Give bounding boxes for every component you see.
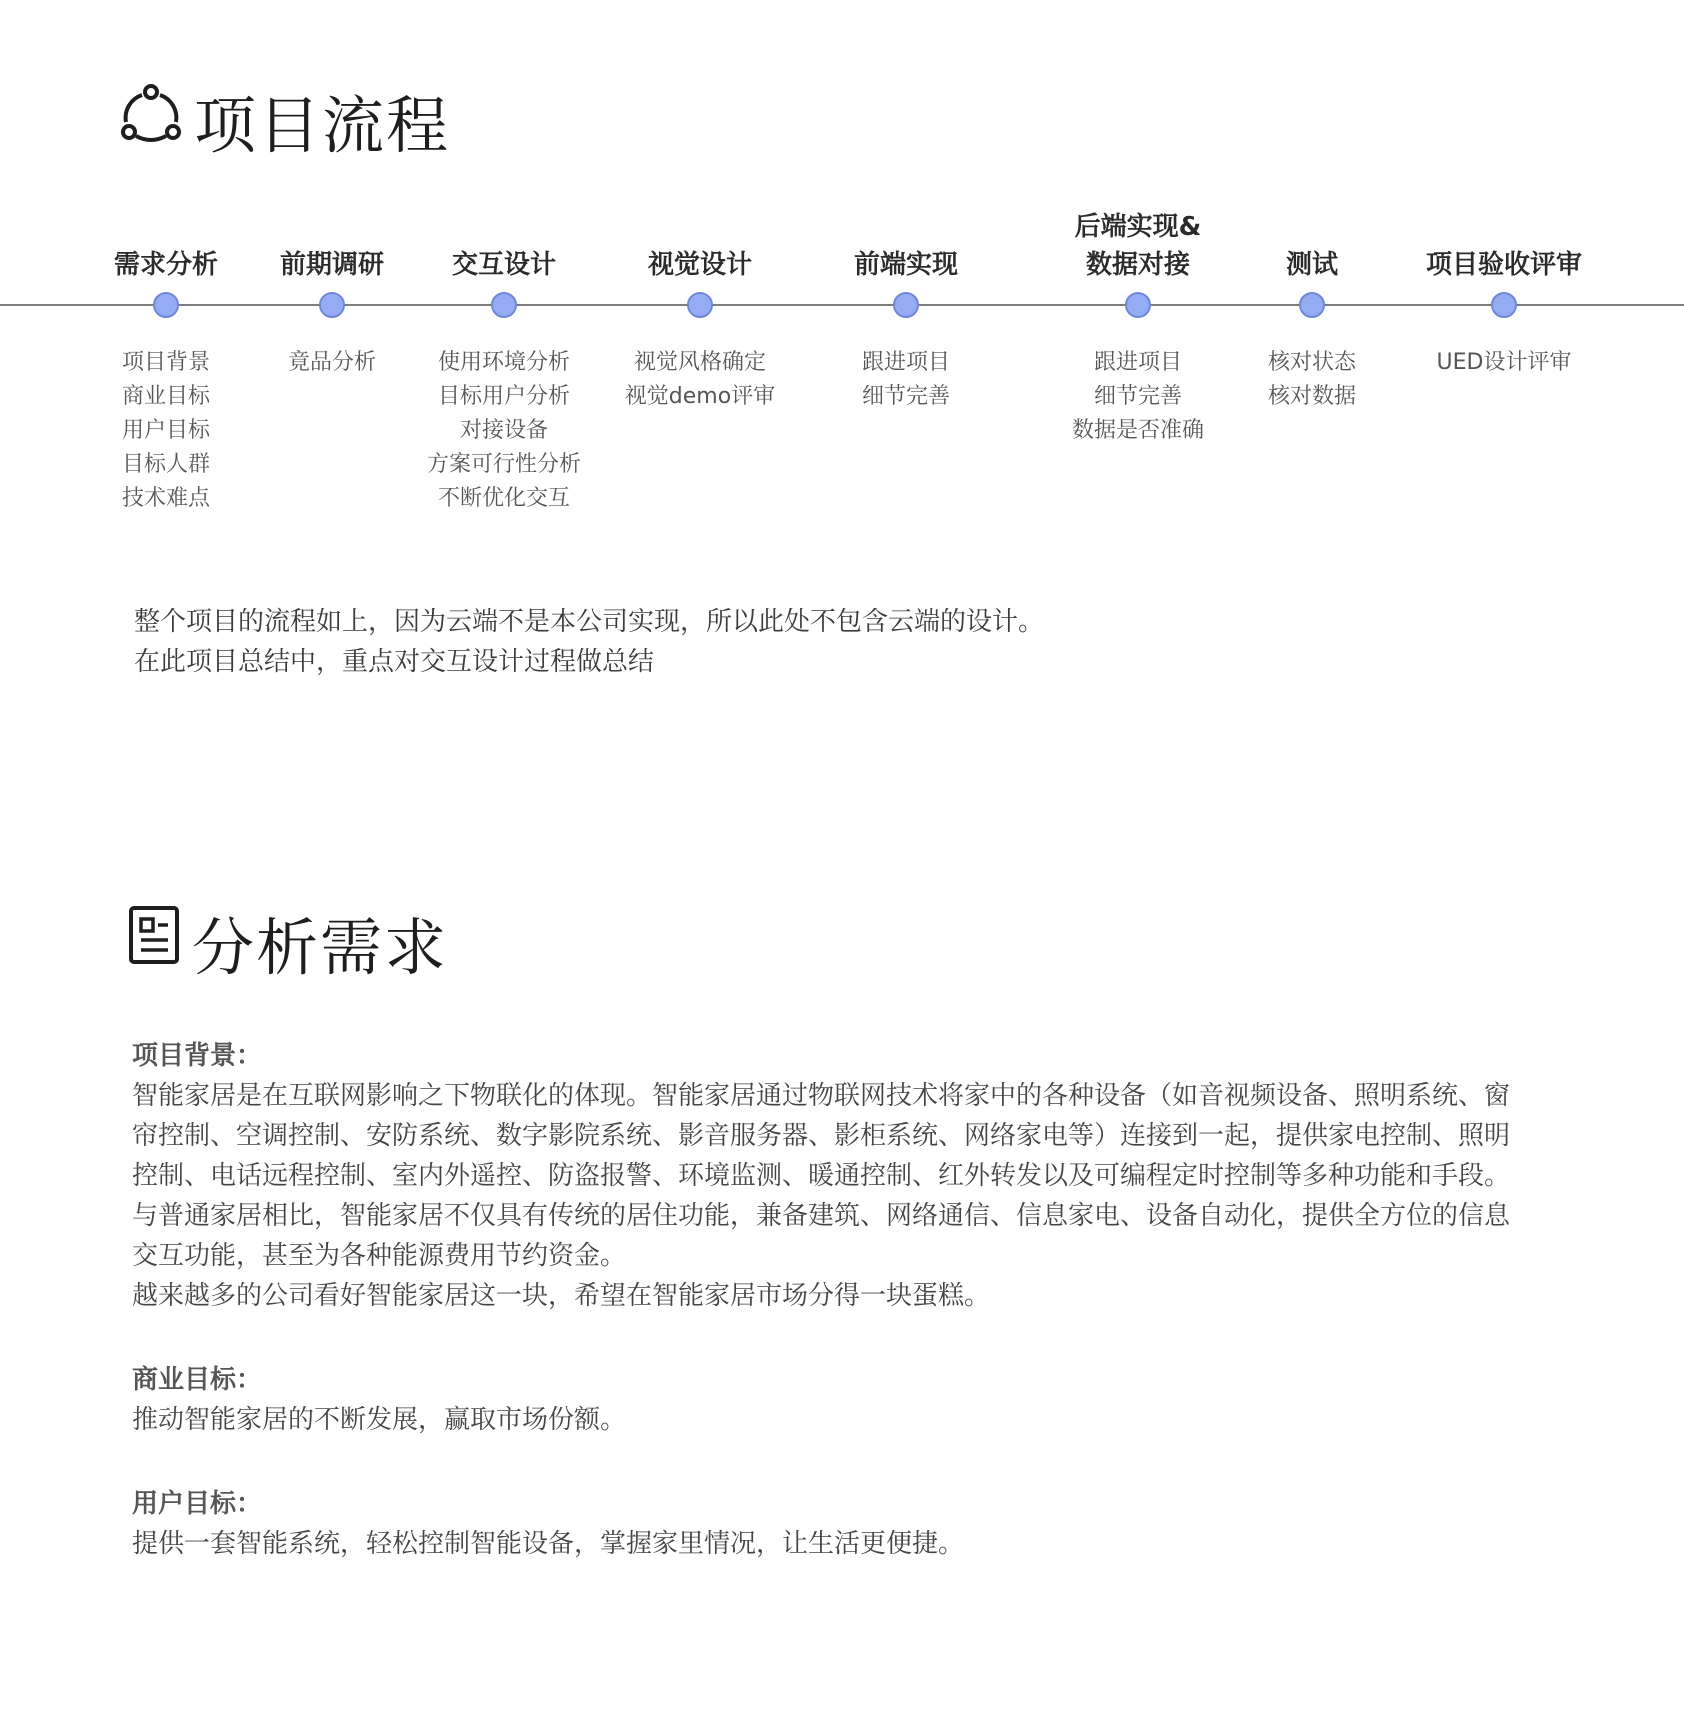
stage-item: UED设计评审 [1436, 350, 1572, 375]
stage-dot [153, 292, 179, 318]
stage-item: 不断优化交互 [437, 486, 570, 511]
stage-label: 测试 [1285, 250, 1338, 280]
stage-item: 视觉demo评审 [624, 384, 776, 409]
stage-item: 核对数据 [1267, 384, 1356, 409]
stage-dot [1491, 292, 1517, 318]
stage-item: 跟进项目 [1093, 350, 1182, 375]
stage-items [1394, 346, 1614, 380]
stage-item: 核对状态 [1267, 350, 1356, 375]
paragraph: 越来越多的公司看好智能家居这一块，希望在智能家居市场分得一块蛋糕。 [132, 1281, 991, 1311]
stage-dot [319, 292, 345, 318]
stage-items [394, 346, 614, 516]
stage-items [796, 346, 1016, 414]
stage-label: 前期调研 [279, 250, 384, 280]
stage-items [590, 346, 810, 414]
timeline-line [0, 304, 1684, 306]
business-goal-block [132, 1360, 1532, 1440]
summary-line: 整个项目的流程如上，因为云端不是本公司实现，所以此处不包含云端的设计。 [134, 607, 1045, 637]
user-goal-block [132, 1484, 1532, 1564]
stage-item: 细节完善 [861, 384, 950, 409]
section-title-text: 项目流程 [194, 89, 451, 162]
document-icon [128, 905, 180, 980]
stage-item: 用户目标 [121, 418, 210, 443]
paragraph: 与普通家居相比，智能家居不仅具有传统的居住功能，兼备建筑、网络通信、信息家电、设备自动化，提供全方位的信息交互功能，甚至为各种能源费用节约资金。 [132, 1201, 1511, 1271]
paragraph: 推动智能家居的不断发展，赢取市场份额。 [132, 1405, 627, 1435]
paragraph: 提供一套智能系统，轻松控制智能设备，掌握家里情况，让生活更便捷。 [132, 1529, 965, 1559]
stage-dot [1125, 292, 1151, 318]
block-heading: 用户目标： [132, 1489, 263, 1519]
stage-label: 需求分析 [113, 250, 218, 280]
stage-item: 方案可行性分析 [426, 452, 581, 477]
stage-item: 数据是否准确 [1071, 418, 1204, 443]
stage-dot [687, 292, 713, 318]
stage-item: 对接设备 [459, 418, 548, 443]
stage-item: 目标用户分析 [437, 384, 570, 409]
stage-label: 前端实现 [853, 250, 958, 280]
stage-item: 项目背景 [121, 350, 210, 375]
stage-item: 技术难点 [121, 486, 210, 511]
paragraph: 智能家居是在互联网影响之下物联化的体现。智能家居通过物联网技术将家中的各种设备（如音视频设备、照明系统、窗帘控制、空调控制、安防系统、数字影院系统、影音服务器、影柜系统、网络家电等）连接到一起，提供家电控制、照明控制、电话远程控制、室内外遥控、防盗报警、环境监测、暖通控制、红外转发以及可编程定时控制等多种功能和手段。 [132, 1081, 1511, 1191]
stage-label: 交互设计 [451, 250, 556, 280]
stage-label: 项目验收评审 [1425, 250, 1582, 280]
stage-item: 目标人群 [121, 452, 210, 477]
stage-label: 后端实现& 数据对接 [1074, 212, 1202, 280]
stage-dot [893, 292, 919, 318]
analysis-content [132, 1036, 1532, 1608]
share-nodes-icon [120, 82, 182, 159]
stage-dot [491, 292, 517, 318]
stage-item: 视觉风格确定 [633, 350, 766, 375]
stage-item: 细节完善 [1093, 384, 1182, 409]
block-heading: 商业目标： [132, 1365, 263, 1395]
stage-item: 跟进项目 [861, 350, 950, 375]
section-title-analysis [128, 898, 448, 987]
stage-label: 视觉设计 [647, 250, 752, 280]
stage-items [1202, 346, 1422, 414]
stage-item: 商业目标 [121, 384, 210, 409]
project-background-block [132, 1036, 1532, 1316]
summary-line: 在此项目总结中，重点对交互设计过程做总结 [134, 647, 655, 677]
stage-dot [1299, 292, 1325, 318]
process-summary [134, 602, 1044, 682]
section-title-process [120, 76, 450, 165]
block-heading: 项目背景： [132, 1041, 263, 1071]
section-title-text: 分析需求 [192, 911, 449, 984]
stage-item: 竟品分析 [287, 350, 376, 375]
stage-item: 使用环境分析 [437, 350, 570, 375]
